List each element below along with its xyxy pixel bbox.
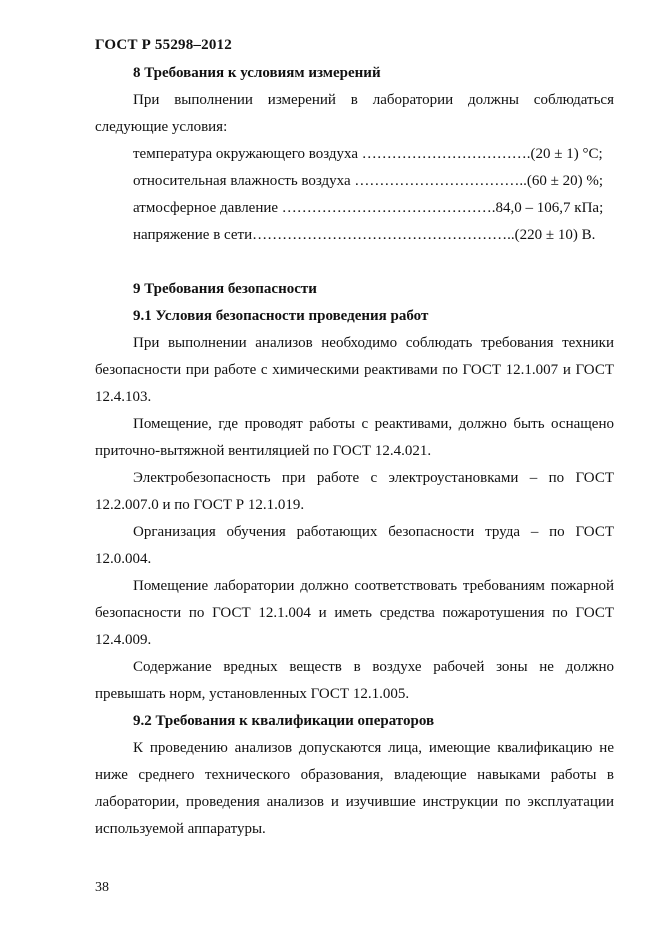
paragraph-ventilation: Помещение, где проводят работы с реактивами, должно быть оснащено приточно-вытяжной вентиляцией по ГОСТ 12.4.021. [95,416,614,459]
section-8-title: 8 Требования к условиям измерений [133,65,381,81]
paragraph-safety-training: Организация обучения работающих безопасности труда – по ГОСТ 12.0.004. [95,524,614,567]
section-9-title: 9 Требования безопасности [133,281,317,297]
subsection-9-2-title: 9.2 Требования к квалификации операторов [133,713,435,729]
condition-pressure: атмосферное давление …………………………………….84,0 – 106,7 кПа; [133,200,604,216]
condition-temperature: температура окружающего воздуха …………………………….(20 ± 1) °С; [133,146,603,162]
subsection-9-1-title: 9.1 Условия безопасности проведения работ [133,308,429,324]
document-body [95,60,614,843]
paragraph-fire-safety: Помещение лаборатории должно соответствовать требованиям пожарной безопасности по ГОСТ 12.1.004 и иметь средства пожаротушения по ГОСТ 12.4.009. [95,578,614,648]
document-id-header: ГОСТ Р 55298–2012 [95,37,232,53]
paragraph-chemical-safety: При выполнении анализов необходимо соблюдать требования техники безопасности при работе с химическими реактивами по ГОСТ 12.1.007 и ГОСТ 12.4.103. [95,335,614,405]
paragraph-electrical-safety: Электробезопасность при работе с электроустановками – по ГОСТ 12.2.007.0 и по ГОСТ Р 12.1.019. [95,470,614,513]
condition-humidity: относительная влажность воздуха ……………………………..(60 ± 20) %; [133,173,604,189]
paragraph-operator-qualification: К проведению анализов допускаются лица, имеющие квалификацию не ниже среднего технического образования, владеющие навыками работы в лаборатории, проведения анализов и изучившие инструкции по эксплуатации используемой аппаратуры. [95,740,614,837]
paragraph-harmful-substances: Содержание вредных веществ в воздухе рабочей зоны не должно превышать норм, установленных ГОСТ 12.1.005. [95,659,614,702]
condition-voltage: напряжение в сети……………………………………………..(220 ± 10) В. [133,227,596,243]
section-gap [95,249,614,276]
page-number: 38 [95,880,109,895]
section-8-intro: При выполнении измерений в лаборатории должны соблюдаться следующие условия: [95,92,614,135]
